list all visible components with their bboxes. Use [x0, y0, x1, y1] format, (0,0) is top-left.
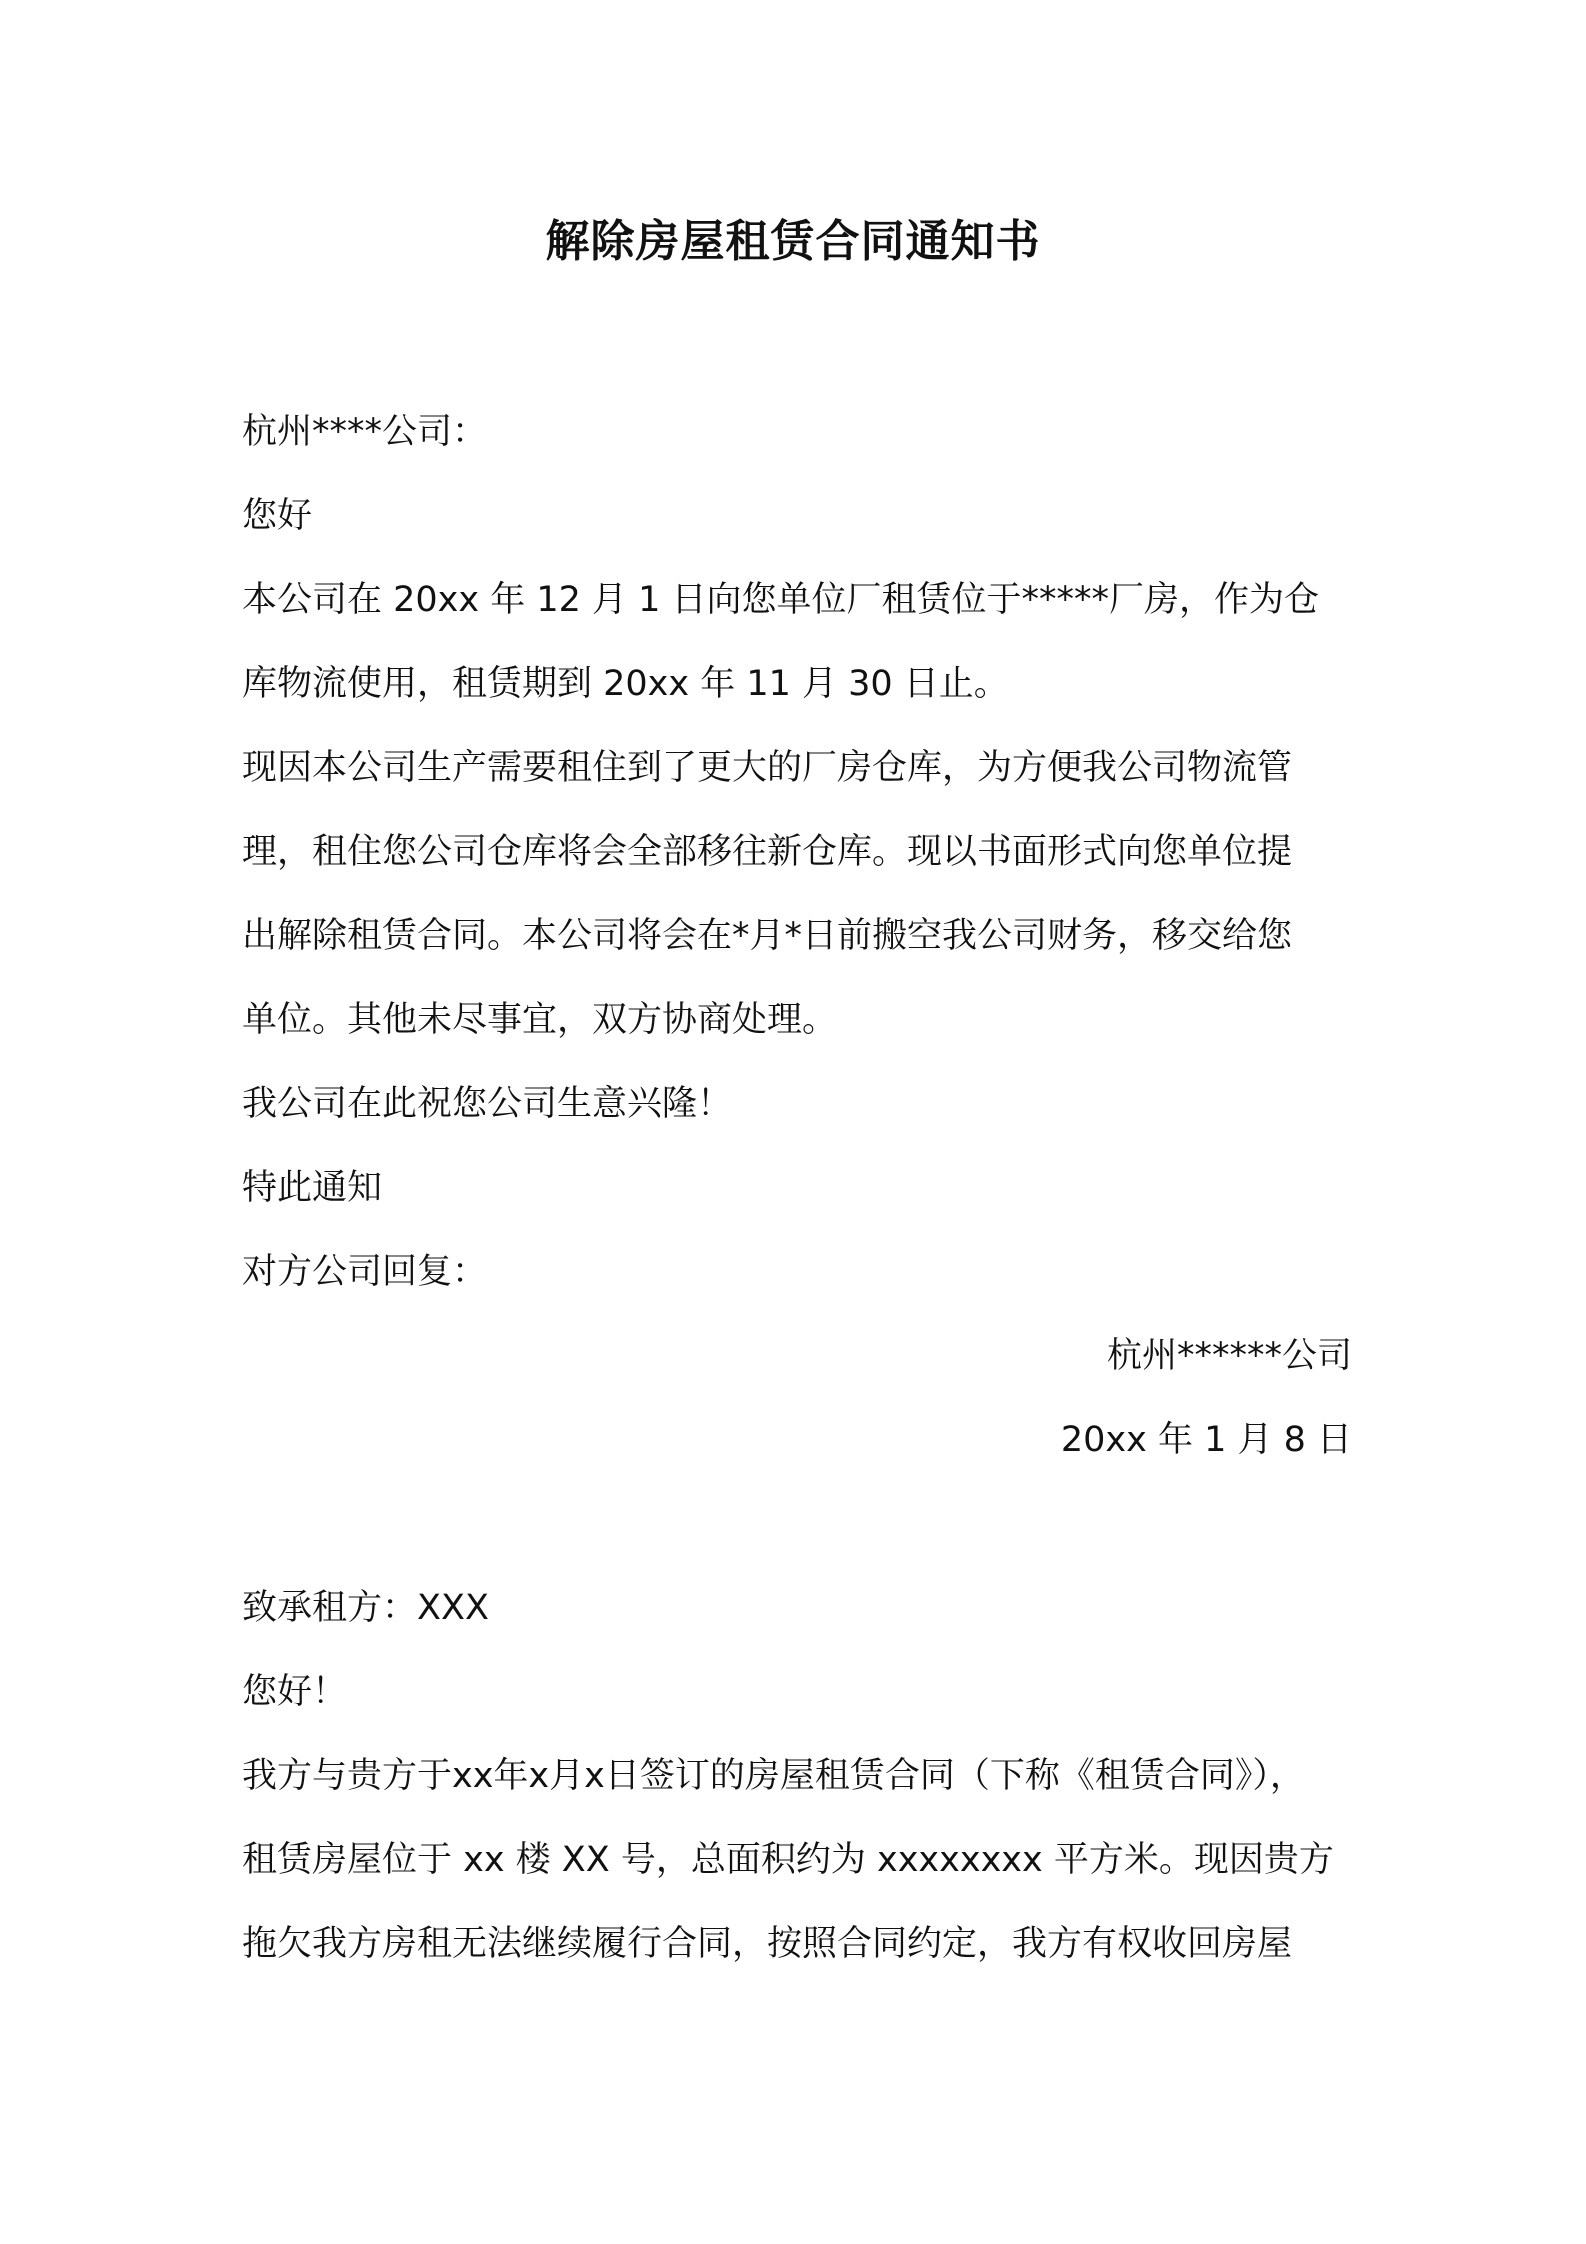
notice-paragraph1-line1: 本公司在 20xx 年 12 月 1 日向您单位厂租赁位于*****厂房，作为仓	[242, 580, 1320, 620]
notice-paragraph2-line1: 现因本公司生产需要租住到了更大的厂房仓库，为方便我公司物流管	[242, 748, 1293, 788]
notice-greeting: 您好	[242, 496, 313, 536]
notice-wishes: 我公司在此祝您公司生意兴隆！	[242, 1084, 733, 1124]
notice-paragraph1-line2: 库物流使用，租赁期到 20xx 年 11 月 30 日止。	[242, 664, 1009, 704]
letter2-addressee: 致承租方：XXX	[242, 1588, 489, 1628]
notice-addressee: 杭州****公司：	[242, 412, 488, 452]
letter2-paragraph1-line2: 租赁房屋位于 xx 楼 XX 号，总面积约为 xxxxxxxx 平方米。现因贵方	[242, 1840, 1334, 1880]
letter2-paragraph1-line3: 拖欠我方房租无法继续履行合同，按照合同约定，我方有权收回房屋	[242, 1924, 1293, 1964]
notice-reply-label: 对方公司回复：	[242, 1252, 488, 1292]
notice-paragraph2-line2: 理，租住您公司仓库将会全部移往新仓库。现以书面形式向您单位提	[242, 832, 1293, 872]
letter2-paragraph1-line1: 我方与贵方于xx年x月x日签订的房屋租赁合同（下称《租赁合同》），	[242, 1756, 1305, 1796]
notice-paragraph2-line4: 单位。其他未尽事宜，双方协商处理。	[242, 1000, 838, 1040]
notice-closing: 特此通知	[242, 1168, 383, 1208]
signature-date: 20xx 年 1 月 8 日	[1060, 1420, 1352, 1460]
signature-company: 杭州******公司	[1106, 1336, 1352, 1376]
letter2-greeting: 您好！	[242, 1672, 348, 1712]
notice-paragraph2-line3: 出解除租赁合同。本公司将会在*月*日前搬空我公司财务，移交给您	[242, 916, 1293, 956]
document-title: 解除房屋租赁合同通知书	[545, 216, 1041, 267]
